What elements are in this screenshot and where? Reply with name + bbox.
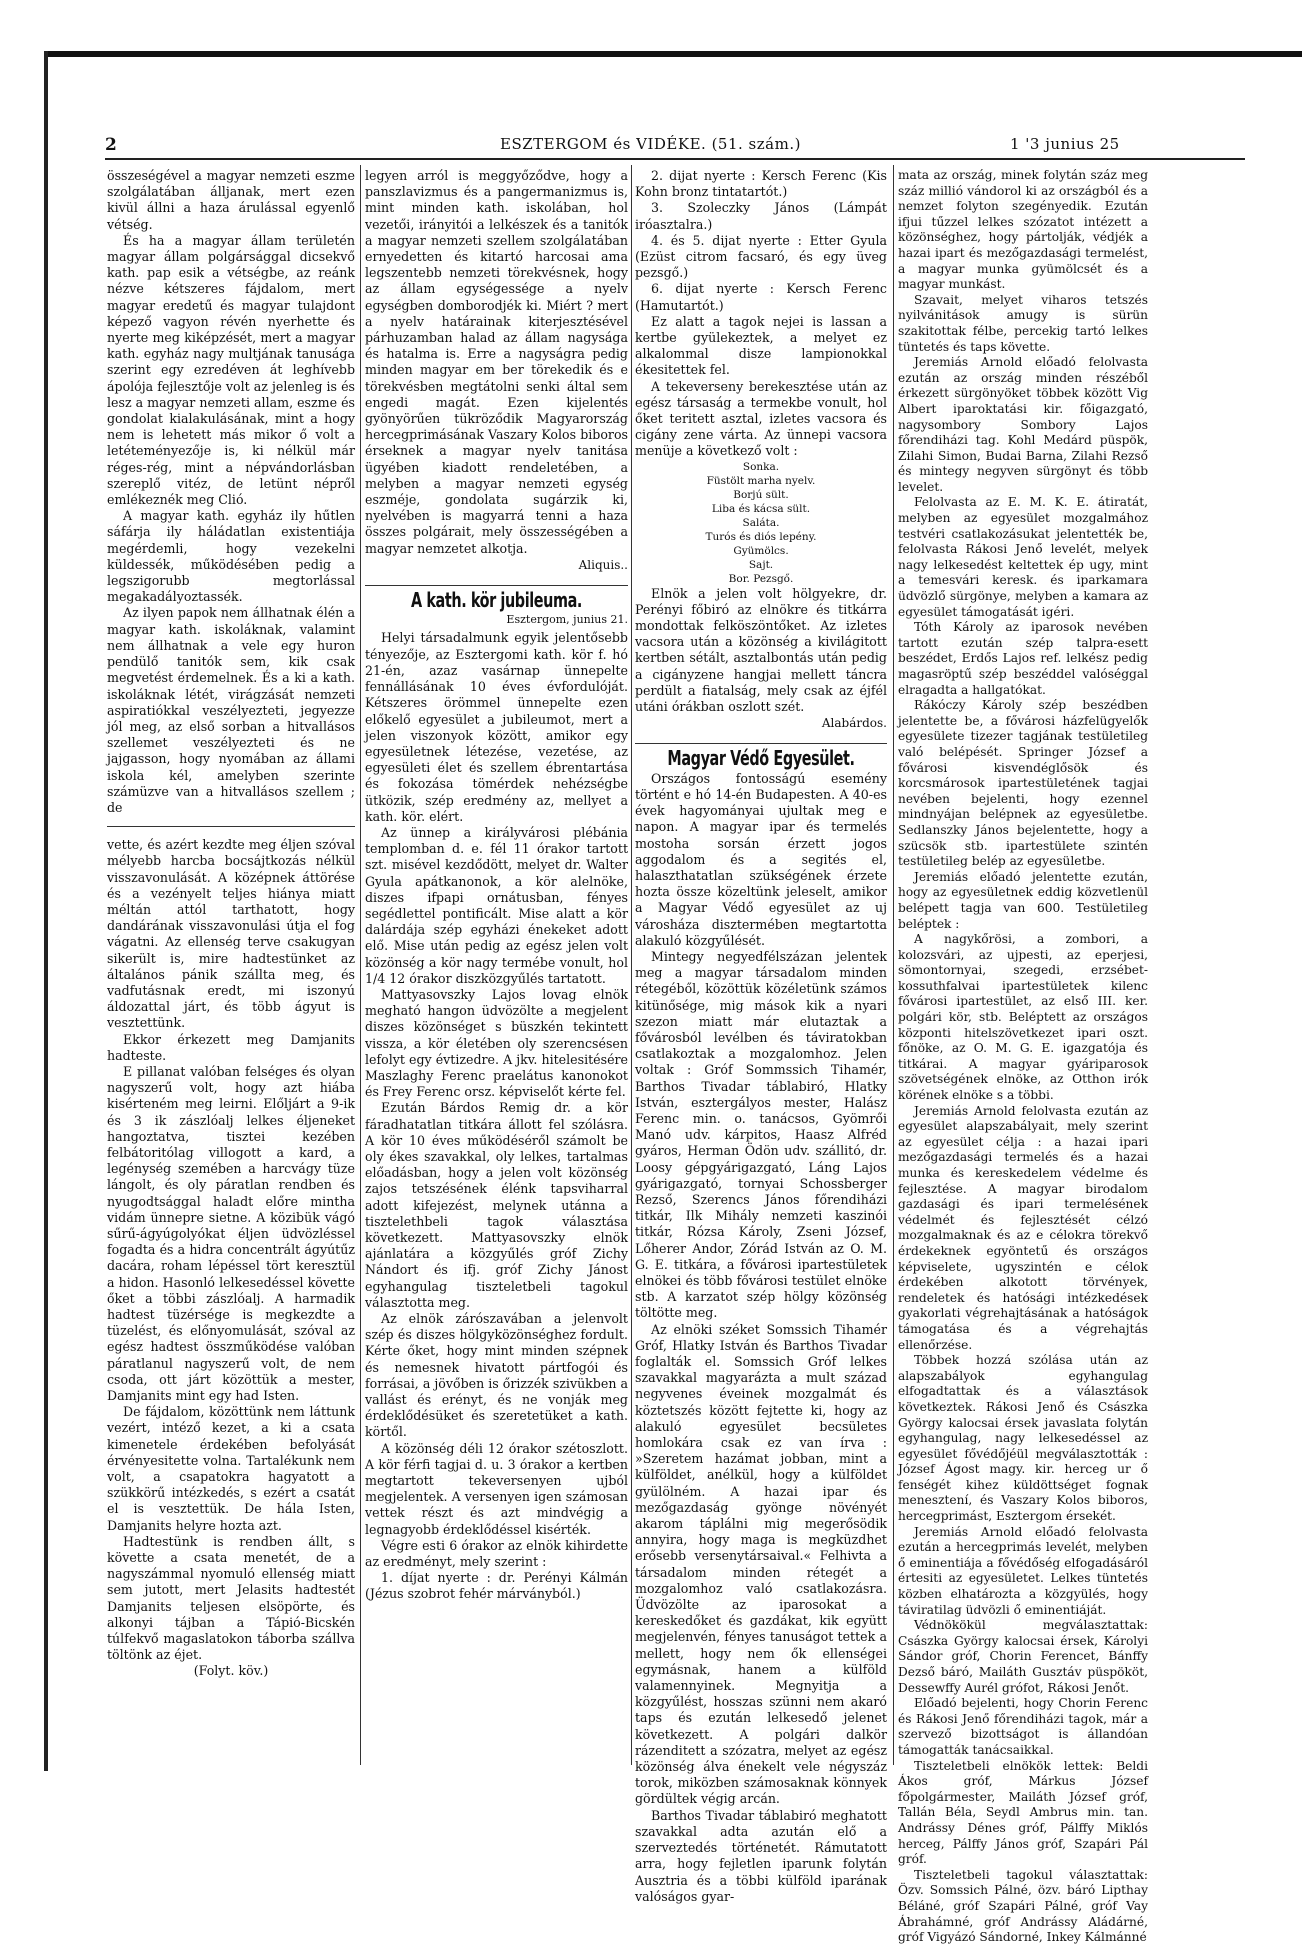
dateline: Esztergom, junius 21.	[506, 613, 628, 627]
paragraph: Tóth Károly az iparosok nevében tartott ezután szép talpra-esett beszédet, Erdős Lajos ref. lelkész pedig magasröptű szép beszéddel valóséggal elragadta a hallgatókat.	[898, 620, 1148, 697]
paragraph: Az elnök zárószavában a jelenvolt szép és diszes hölgyközönséghez fordult. Kérte őket, hogy mint minden szépnek és nemesnek hivatott pártfogói és forrásai, a jövőben is őrizzék szivükben a vallást és erényt, és ne vonják meg érdeklődésüket és szeretetüket a kath. körtől.	[365, 1311, 628, 1440]
paragraph: Az elnöki széket Somssich Tihamér Gróf, Hlatky István és Barthos Tivadar foglalták el. Somssich Gróf lelkes szavakkal magyarázta a mult század negyvenes éveinek mozgalmát és köztetszés között fejtette ki, hogy az alakuló egyesület becsületes homlokára csak ez van írva : »Szeretem hazámat jobban, mint a külföldet, anélkül, hogy a külföldet gyülölném. A hazai ipar és mezőgazdaság gyönge növényét akarom táplálni mig megerősödik annyira, hogy maga is megküzdhet erősebb versenytársaival.« Felhivta a társadalom minden rétegét a mozgalomhoz való csatlakozásra. Üdvözölte az iparosokat a kereskedőket és gazdákat, kik együtt megjelenvén, fényes tanuságot tettek a mellett, hogy nem ők ellenségei egymásnak, hanem a külföld valamennyinek. Megnyitja a közgyűlést, hosszas szünni nem akaró taps és ezután lelkesedő jelenet következett. A polgári dalkör rázenditett a szózatra, melyet az egész közönség álva énekelt vele négyszáz torok, miközben számosaknak könnyek gördültek végig arcán.	[635, 1321, 887, 1807]
paragraph: Az ünnep a királyvárosi plébánia templomban d. e. fél 11 órakor tartott szt. misével kezdődött, melyet dr. Walter Gyula apátkanonok, a kör alelnöke, diszes ifpapi ornátusban, fényes segédlettel pontificált. Mise alatt a kör dalárdája szép egyházi énekeket adott elő. Mise után pedig az egész jelen volt közönség a kör nagy termébe vonult, hol 1/4 12 órakor diszközgyűlés tartatott.	[365, 824, 628, 986]
paragraph: Jeremiás Arnold felolvasta ezután az egyesület alapszabályait, mely szerint az egyesület célja : a hazai ipari mezőgazdasági termelés és a hazai munka és kereskedelem védelme és fejlesztése. A magyar birodalom gazdasági és ipari termelésének védelmét és fejlesztését célzó mozgalmaknak és az e célokra törekvő érdekeknek egyöntetű és országos képviselete, ugyszintén e célok érdekében alkotott törvények, rendeletek és hatósági intézkedések gyakorlati végrehajtásának a hatóságok támogatása és a végrehajtás ellenőrzése.	[898, 1103, 1148, 1352]
column-divider	[631, 165, 632, 1765]
paragraph: Hadtestünk is rendben állt, s követte a csata menetét, de a nagyszámmal nyomuló ellenség miatt sem jutott, mert Jelasits hadtestét Damjanits teljesen elsöpörte, és alkonyi tájban a Tápió-Bicskén túlfekvő magaslatokon táborba szállva töltönk az éjet.	[107, 1533, 355, 1663]
paragraph: Tiszteletbeli tagokul választattak: Özv. Somssich Pálné, özv. báró Lipthay Béláné, gróf Szapári Pálné, gróf Vay Ábrahámné, gróf Andrássy Aládárné, gróf Vigyázó Sándorné, Inkey Kálmánné	[898, 1867, 1148, 1945]
paragraph: Szavait, melyet viharos tetszés nyilvánitások amugy is sürün szakitottak félbe, percekig tartó lelkes tüntetés és taps követte.	[898, 292, 1148, 354]
dinner-menu	[635, 460, 887, 586]
paragraph: A magyar kath. egyház ily hűtlen sáfárja ily háládatlan existentiája megérdemli, hogy vezekelni küldessék, működésében pedig a legszigorubb megtorlással megakadályoztassék.	[107, 508, 355, 605]
continued-note: (Folyt. köv.)	[193, 1663, 269, 1679]
paragraph: Az ilyen papok nem állhatnak élén a magyar kath. iskoláknak, valamint nem állhatnak a vele egy huron pendülő tanitók sem, kik csak megvetést érdemelnek. És a ki a kath. iskoláknak létét, virágzását nemzeti aspiratiókkal veszélyezteti, jegyezze jól meg, az első sorban a hitvallásos szellemet veszélyezteti és ne jajgasson, hogy nyomában az állami iskola kél, amelyben szerinte számüzve van a hitvallásos szellem ; de	[107, 605, 355, 815]
paragraph: A tekeverseny berekesztése után az egész társaság a termekbe vonult, hol őket teritett asztal, izletes vacsora és cigány zene várta. Az ünnepi vacsora menüje a következő volt :	[635, 378, 887, 459]
paragraph: Barthos Tivadar táblabiró meghatott szavakkal adta azután elő a szerveztedés történetét. Rámutatott arra, hogy fejletlen iparunk folytán Ausztria és a többi külföld iparának valóságos gyar-	[635, 1807, 887, 1904]
menu-item: Sajt.	[748, 558, 774, 571]
paragraph: Elnök a jelen volt hölgyekre, dr. Perényi főbiró az elnökre és titkárra mondottak felköszöntőket. Az izletes vacsora után a közönség a kivilágitott kertben sétált, asztalbontás után pedig a cigányzene hangjai mellett táncra perdült a fiatalság, mely csak az éjfél utáni órákban oszlott szét.	[635, 585, 887, 715]
paragraph: Jeremiás előadó jelentette ezután, hogy az egyesületnek eddig közvetlenül belépett tagja van 600. Testületileg beléptek :	[898, 869, 1148, 931]
paragraph: Védnökökül megválasztattak: Császka György kalocsai érsek, Károlyi Sándor gróf, Chorin Ferencet, Bánffy Dezső báró, Mailáth Gusztáv püspököt, Dessewffy Aurél grófot, Rákosi Jenőt.	[898, 1618, 1148, 1695]
paragraph: Jeremiás Arnold előadó felolvasta ezután az ország minden részéből érkezett sürgönyöket többek között Vig Albert iparoktatási kir. főigazgató, nagysombory Sombory Lajos főrendiházi tag. Kohl Medárd püspök, Zilahi Simon, Budai Barna, Zilahi Rezső és mintegy negyven sürgönyt és több levelet.	[898, 355, 1148, 494]
column-divider	[360, 165, 361, 1765]
paragraph: 1. díjat nyerte : dr. Perényi Kálmán (Jézus szobrot fehér márványból.)	[365, 1570, 628, 1602]
article-title: A kath. kör jubileuma.	[411, 588, 582, 613]
paragraph: Ez alatt a tagok nejei is lassan a kertbe gyülekeztek, a melyet ez alkalommal disze lampionokkal ékesitettek fel.	[635, 313, 887, 378]
column-1	[107, 168, 355, 1680]
paragraph: Felolvasta az E. M. K. E. átiratát, melyben az egyesület mozgalmához testvéri csatlakozásukat jelentették be, felolvasta Rákosi Jenő levelét, melyek nagy lelkesedést keltettek ép ugy, mint a temesvári keresk. és iparkamara üdvözlő sürgönye, melyben a kamara az egyesület támogatását igéri.	[898, 495, 1148, 619]
paragraph: E pillanat valóban felséges és olyan nagyszerű volt, hogy azt hiába kisérteném meg leirni. Előljárt a 9-ik és 3 ik zászlóalj lelkes éljeneket hangoztatva, tisztei kezében felbátoritólag villogott a kard, a legénység szemében a harcvágy tüze lángolt, és oly páratlan rendben és nyugodtsággal haladt előre mintha vidám ünnepre sietne. A közibük vágó sűrű-ágyúgolyókat éljen üdvözléssel fogadta és a hidra concentrált ágyútűz dacára, roham lépéssel tört keresztül a hidon. Hasonló lelkesedéssel követte őket a többi zászlóalj. A harmadik hadtest tüzérsége is megkezdte a tüzelést, és előnyomulását, szóval az egész hadtest összműködése valóban páratlanul nagyszerű volt, de nem csoda, ott járt közöttük a mester, Damjanits mint egy had Isten.	[107, 1063, 355, 1404]
paragraph: A közönség déli 12 órakor szétoszlott. A kör férfi tagjai d. u. 3 órakor a kertben megtartott tekeversenyen ujból megjelentek. A versenyen igen számosan vettek részt és azt mindvégig a legnagyobb érdeklődéssel kisérték.	[365, 1440, 628, 1537]
menu-item: Saláta.	[742, 516, 780, 529]
paragraph: Tiszteletbeli elnökök lettek: Beldi Ákos gróf, Márkus József főpolgármester, Mailáth József gróf, Tallán Béla, Seydl Ambrus min. tan. Andrássy Dénes gróf, Pálffy Miklós herceg, Pálffy János gróf, Szapári Pál gróf.	[898, 1758, 1148, 1867]
paragraph: Mattyasovszky Lajos lovag elnök megható hangon üdvözölte a megjelent diszes közönséget s büszkén tekintett vissza, a kör életében oly szerencsésen lefolyt egy évtizedre. A jkv. hitelesitésére Maszlaghy Ferenc praelátus kanonokot és Frey Ferenc orsz. képviselőt kérte fel.	[365, 986, 628, 1100]
paragraph: Ezután Bárdos Remig dr. a kör fáradhatatlan titkára állott fel szólásra. A kör 10 éves működéséről számolt be oly ékes szavakkal, oly lelkes, tartalmas előadásban, hogy a jelen volt közönség zajos tetszésének élénk tapsviharral adott kifejezést, melynek utánna a tisztelethbeli tagok választása következett. Mattyasovszky elnök ajánlatára a közgyűlés gróf Zichy Nándort és ifj. gróf Zichy Jánost egyhangulag tiszteletbeli tagokul választotta meg.	[365, 1100, 628, 1310]
section-rule	[107, 826, 355, 827]
column-3	[635, 168, 887, 1905]
left-rule	[44, 51, 48, 1771]
menu-item: Turós és diós lepény.	[705, 530, 817, 543]
section-rule	[635, 743, 887, 744]
paragraph: 6. dijat nyerte : Kersch Ferenc (Hamutartót.)	[635, 281, 887, 313]
paragraph: A nagykőrösi, a zombori, a kolozsvári, az ujpesti, az eperjesi, sömontornyai, szegedi, erzsébet-kossuthfalvai ipartestületek kilenc fővárosi ipartestület, az első III. ker. polgári kör, stb. Beléptett az országos központi hitelszövetkezet ipari oszt. főnöke, az O. M. G. E. igazgatója és titkárai. A magyar gyáriparosok szövetségének elnöke, az Otthon irók körének elnöke s a többi.	[898, 932, 1148, 1103]
signature: Alabárdos.	[821, 716, 887, 731]
paragraph: Országos fontosságú esemény történt e hó 14-én Budapesten. A 40-es évek hagyományai ujultak meg e napon. A magyar ipar és termelés mostoha sorsán érzett jogos aggodalom és a segités el, halaszthatatlan szükségének érzete hozta össze közeltünk jeleselt, amikor a Magyar Védő egyesület az uj városháza disztermében megtartotta alakuló közgyűlését.	[635, 770, 887, 948]
paragraph: Helyi társadalmunk egyik jelentősebb tényezője, az Esztergomi kath. kör f. hó 21-én, azaz vasárnap ünnepelte fennállásának 10 éves évfordulóját. Kétszeres örömmel ünnepelte ezen előkelő egyesület a jubileumot, mert a jelen viszonyok között, amikor egy egyesületnek létezése, vezetése, az egyesületi élet és szellem ébrentartása és fokozása tömérdek nehézségbe ütközik, szép eredmény az, mellyet a kath. kör. elért.	[365, 630, 628, 824]
page-header	[105, 135, 1245, 155]
paragraph: Végre esti 6 órakor az elnök kihirdette az eredményt, mely szerint :	[365, 1537, 628, 1570]
column-divider	[893, 165, 894, 1765]
paragraph: vette, és azért kezdte meg éljen szóval mélyebb harcba bocsájtkozás nélkül visszavonulását. A középnek áttörése és a vezényelt teljes hiánya miatt méltán attól tarthatott, hogy dandárának visszavonulási útja el fog vágatni. Az ellenség terve csakugyan sikerült is, mire hadtestünket az általános pánik szállta meg, és vadfutásnak eredt, mi iszonyú áldozattal járt, és több ágyut is vesztettünk.	[107, 837, 355, 1031]
top-rule	[44, 51, 1302, 57]
issue-date: 1 '3 junius 25	[1010, 135, 1120, 153]
header-rule	[105, 158, 1245, 160]
column-2	[365, 168, 628, 1603]
paragraph: mata az ország, minek folytán száz meg száz millió vándorol ki az országból és a nemzet folyton szegényedik. Ezután ifjui tűzzel lelkes szózatot intézett a közönséghez, hogy pártolják, védjék a hazai ipart és mezőgazdasági termelést, a magyar munka gyümölcsét és a magyar munkást.	[898, 168, 1148, 292]
signature: Aliquis..	[578, 557, 628, 572]
paragraph: 3. Szoleczky János (Lámpát iróasztalra.)	[635, 200, 887, 232]
article-title: Magyar Védő Egyesület.	[667, 746, 855, 771]
paragraph: És ha a magyar állam területén magyar állam polgársággal dicsekvő kath. pap esik a vétségbe, az reánk nézve kétszeres fájdalom, mert magyar eredetű és magyar tulajdont képező vagyon révén nyerhette és nyerte meg kiképzését, mert a magyar kath. egyház nagy multjának tanusága szerint egy ezredéven át leghívebb ápolója fejlesztője volt az jelenleg is és lesz a magyar nemzeti allam, eszme és gondolat kialakulásának, mint a hogy nem is lehetett más mikor ő volt a letéteményezője is, ki nélkül már réges-rég, mint a népvándorlásban szereplő vitéz, de letünt népről emlékeznék meg Clió.	[107, 232, 355, 508]
section-rule	[365, 585, 628, 586]
paragraph: Mintegy negyedfélszázan jelentek meg a magyar társadalom minden rétegéből, közöttük közéletünk számos kitünősége, mig mások kik a nyari szezon miatt már elutaztak a fővárosból levélben és táviratokban csatlakoztak a mozgalomhoz. Jelen voltak : Gróf Sommssich Tihamér, Barthos Tivadar táblabiró, Hlatky István, esztergályos mester, Halász Ferenc min. o. tanácsos, Gyömrői Manó udv. kárpitos, Haasz Alfréd gyáros, Herman Ödön udv. szállitó, dr. Loosy gépgyárigazgató, Láng Lajos gyárigazgató, tornyai Schossberger Rezső, Szerencs János főrendiházi titkár, Ilk Mihály nemzeti kaszinói titkár, Rózsa Károly, Zseni József, Lőherer Andor, Zórád István az O. M. G. E. titkára, a fővárosi ipartestületek elnökei és több fővárosi testület elnöke stb. A karzatot szép hölgy közönség töltötte meg.	[635, 948, 887, 1321]
menu-item: Füstölt marha nyelv.	[706, 474, 816, 487]
paragraph: Rákóczy Károly szép beszédben jelentette be, a fővárosi házfelügyelők egyesülete tizezer tagjának testületileg való belépését. Springer József a fővárosi kisvendéglősök és korcsmárosok ipartestületének tagjai nevében bejelenti, hogy ezennel mindnyájan belépnek az egyesületbe. Sedlanszky János bejelentette, hogy a szücsök stb. ipartestülete szintén testületileg belép az egyesületbe.	[898, 698, 1148, 869]
paragraph: 4. és 5. dijat nyerte : Etter Gyula (Ezüst citrom facsaró, és egy üveg pezsgő.)	[635, 232, 887, 281]
menu-item: Gyümölcs.	[733, 544, 789, 557]
menu-item: Bor. Pezsgő.	[728, 572, 794, 585]
menu-item: Borjú sült.	[733, 488, 789, 501]
masthead: ESZTERGOM és VIDÉKE. (51. szám.)	[500, 135, 801, 153]
paragraph: Előadó bejelenti, hogy Chorin Ferenc és Rákosi Jenő főrendiházi tagok, már a szervező bizottságot is állandóan támogatták tanácsaikkal.	[898, 1696, 1148, 1757]
paragraph: Többek hozzá szólása után az alapszabályok egyhangulag elfogadtattak és a választások következtek. Rákosi Jenő és Császka György kalocsai érsek javaslata folytán egyhangulag, nagy lelkesedéssel az egyesület fővédőjéül megválasztották : József Ágost magy. kir. herceg ur ő fenségét kihez küldöttséget fognak menesztení, és Vaszary Kolos biboros, hercegprimást, Esztergom érsekét.	[898, 1353, 1148, 1524]
column-4	[898, 168, 1148, 1946]
paragraph: De fájdalom, közöttünk nem láttunk vezért, intéző kezet, a ki a csata kimenetele érdekében befolyását érvényesitette volna. Tartalékunk nem volt, a csapatokra hagyatott a szükkörű intézkedés, s ezért a csatát el is vesztettük. De hála Isten, Damjanits helyre hozta azt.	[107, 1404, 355, 1533]
page-number: 2	[105, 135, 118, 155]
paragraph: 2. dijat nyerte : Kersch Ferenc (Kis Kohn bronz tintatartót.)	[635, 168, 887, 200]
paragraph: Jeremiás Arnold előadó felolvasta ezután a hercegprimás levelét, melyben ő eminentiája a fővédőség elfogadásáról értesiti az egyesületet. Lelkes tüntetés közben elhatározta a közgyülés, hogy táviratilag üdvözli ő eminentiáját.	[898, 1524, 1148, 1617]
paragraph: Ekkor érkezett meg Damjanits hadteste.	[107, 1031, 355, 1063]
menu-item: Sonka.	[742, 460, 780, 473]
paragraph: legyen arról is meggyőződve, hogy a panszlavizmus és a pangermanizmus is, mint minden kath. iskolában, hol vezetői, irányitói a lelkészek és a tanitók a magyar nemzeti szellem szolgálatában ernyedetten és kitartó harcosai ama legszentebb nemzeti törekvésnek, hogy az állam egységessége a nyelv egységben domborodjék ki. Miért ? mert a nyelv határainak kiterjesztésével párhuzamban halad az állam nagysága és hatalma is. Erre a nagyságra pedig minden magyar em ber törekedik és e törekvésben megtátolni senki által sem engedi magát. Ezen kijelentés gyönyörűen tükröződik Magyarország hercegprimásának Vaszary Kolos biboros érseknek a magyar nyelv tanitása ügyében kiadott rendeletében, a melyben a magyar nemzeti egység eszméje, gondolata sugárzik ki, nyelvében is magyarrá tenni a haza összes polgárait, mely összességében a magyar nemzetet alkotja.	[365, 168, 628, 556]
paragraph: összeségével a magyar nemzeti eszme szolgálatában álljanak, mert ezen kivül állni a haza árulással egyenlő vétség.	[107, 168, 355, 232]
menu-item: Liba és kácsa sült.	[711, 502, 811, 515]
